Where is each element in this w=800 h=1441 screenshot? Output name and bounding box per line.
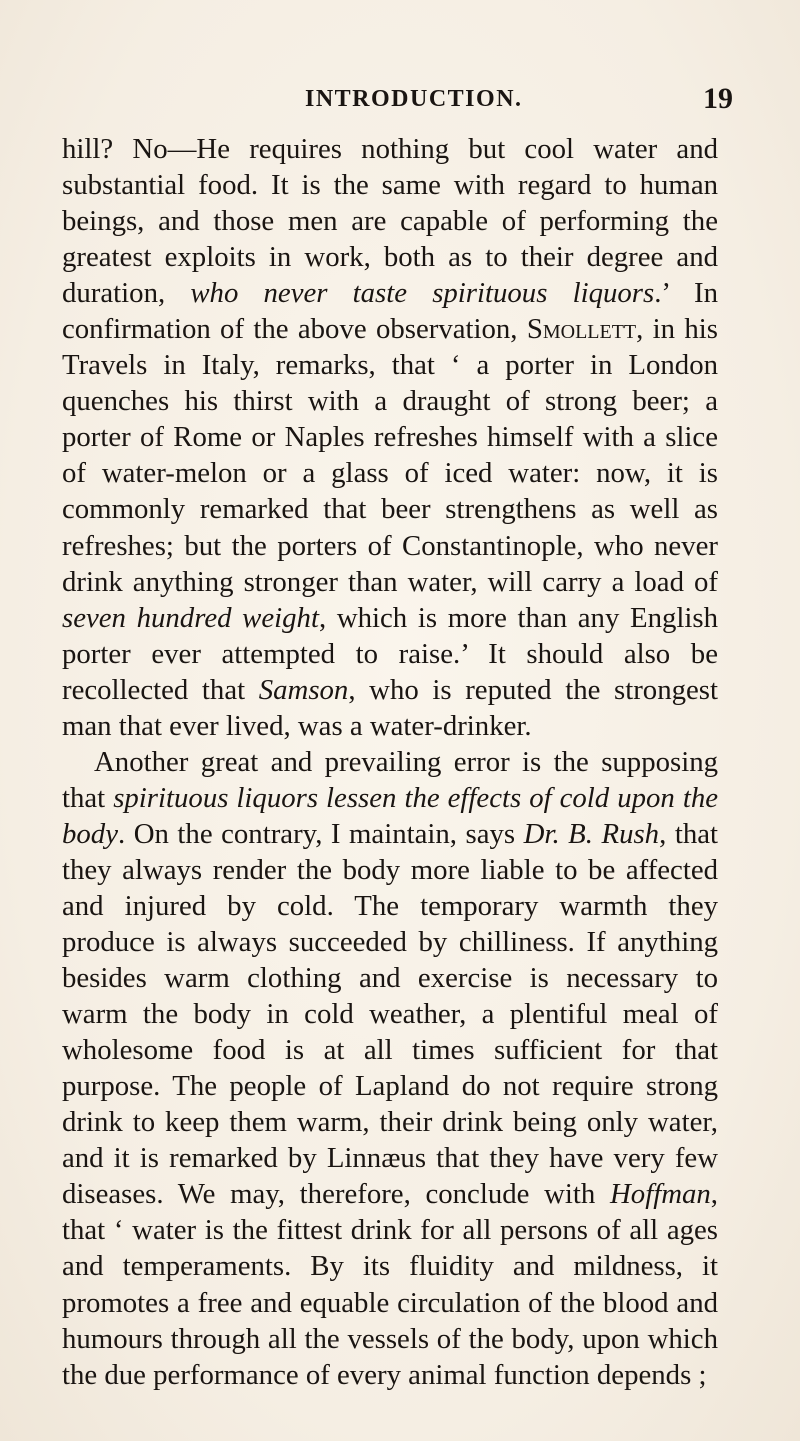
text-run: hill? No—He requires nothing but cool water and substantial food. It is the same with regard to human beings, and those men are capable of performing the greatest exploits in work, both as to their degree and duration,: [62, 133, 718, 310]
italic-run: seven hundred weight: [62, 601, 319, 634]
text-run: , that ‘ water is the fittest drink for all persons of all ages and temperaments. By its fluidity and mildness, it promotes a free and equable circulation of the blood and humours through all the vessels of the body, upon which the due performance of every animal function depends ;: [62, 1178, 718, 1391]
text-run: Another great and prevailing error is the supposing that: [62, 745, 718, 814]
running-head: [0, 80, 800, 120]
italic-run: Dr. B. Rush: [523, 817, 660, 850]
text-run: , that they always render the body more liable to be affected and injured by cold. The temporary warmth they produce is always succeeded by chilliness. If anything besides warm clothing and exercise is necessary to warm the body in cold weather, a plentiful meal of wholesome food is at all times sufficient for that purpose. The people of Lapland do not require strong drink to keep them warm, their drink being only water, and it is remarked by Linnæus that they have very few diseases. We may, therefore, conclude with: [62, 817, 718, 1211]
page-number: 19: [703, 82, 733, 115]
small-caps-run: Smollett: [526, 313, 637, 346]
paragraph-1: [62, 131, 718, 744]
italic-run: who never taste spirituous liquors: [190, 277, 655, 310]
text-run: . On the contrary, I maintain, says: [117, 817, 524, 850]
paragraph-2: [62, 744, 718, 1393]
running-head-title: INTRODUCTION.: [305, 86, 523, 112]
text-run: .’ In confirmation of the above observation,: [62, 277, 718, 346]
text-run: , who is reputed the strongest man that ever lived, was a water-drinker.: [62, 673, 718, 742]
text-run: , which is more than any English porter ever attempted to raise.’ It should also be recollected that: [62, 601, 719, 706]
page-body: [62, 131, 718, 1393]
italic-run: Samson: [258, 673, 349, 706]
italic-run: Hoffman: [610, 1178, 711, 1211]
text-run: , in his Travels in Italy, remarks, that ‘ a porter in London quenches his thirst with a draught of strong beer; a porter of Rome or Naples refreshes himself with a slice of water-melon or a glass of iced water: now, it is commonly remarked that beer strengthens as well as refreshes; but the porters of Constantinople, who never drink anything stronger than water, will carry a load of: [62, 313, 718, 598]
italic-run: spirituous liquors lessen the effects of cold upon the body: [62, 781, 718, 850]
